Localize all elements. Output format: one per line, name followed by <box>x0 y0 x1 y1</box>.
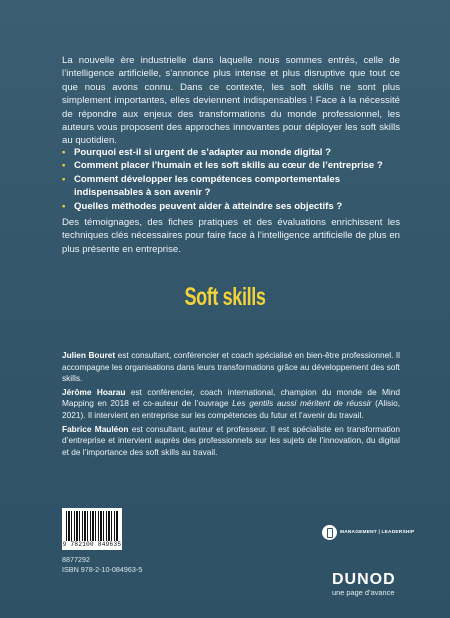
bullet-icon: • <box>62 160 66 172</box>
outro-text: Des témoignages, des fiches pratiques et des évaluations enrichissent les techniques clés nécessaires pour faire face à l’intelligence artificielle de plus en plus présente en entreprise. <box>62 217 400 255</box>
outro-paragraph <box>62 216 400 256</box>
book-reference: Les gentils aussi méritent de réussir <box>232 398 372 409</box>
question-text: Comment placer l’humain et les soft skills au cœur de l’entreprise ? <box>74 160 383 172</box>
question-item <box>62 200 400 213</box>
author-name: Jérôme Hoarau <box>62 386 126 397</box>
barcode-number: 9 782100 849635 <box>62 541 122 548</box>
question-text: Pourquoi est-il si urgent de s’adapter au monde digital ? <box>74 147 331 158</box>
sku-code: 8877292 <box>62 555 90 564</box>
intro-paragraph <box>62 54 400 148</box>
author-description: (Alisio, 2021). Il intervient en entreprise sur les compétences du futur et l’avenir du travail. <box>62 398 400 420</box>
author-name: Julien Bouret <box>62 350 116 360</box>
publisher-logo <box>332 572 422 597</box>
question-text: Comment développer les compétences comportementales indispensables à son avenir ? <box>74 173 341 199</box>
collection-label: MANAGEMENT | LEADERSHIP <box>340 530 415 535</box>
author-bio <box>62 350 400 385</box>
author-bio <box>62 387 400 422</box>
author-description: est consultant, auteur et professeur. Il est spécialiste en transformation d’entreprise et intervient auprès des professionnels sur les sujets de l’innovation, du digital et de l’importance des soft skills au travail. <box>62 423 401 457</box>
author-name: Fabrice Mauléon <box>62 423 129 434</box>
author-bio <box>62 424 400 459</box>
publisher-name: DUNOD <box>332 571 396 588</box>
bullet-icon: • <box>62 147 66 158</box>
barcode-bars <box>66 511 118 541</box>
book-title: Soft skills <box>184 283 266 311</box>
collection-tag <box>322 525 414 540</box>
question-text: Quelles méthodes peuvent aider à atteindre ses objectifs ? <box>74 200 343 212</box>
isbn-code: ISBN 978-2-10-084963-5 <box>62 564 143 574</box>
question-item <box>62 146 400 159</box>
question-list <box>62 146 400 213</box>
barcode <box>62 508 122 550</box>
bullet-icon: • <box>62 173 66 185</box>
question-item <box>62 159 400 172</box>
author-description: est conférencier, coach international, champion du monde de Mind Mapping en 2018 et co-auteur de l’ouvrage <box>62 386 400 409</box>
question-item <box>62 173 400 200</box>
publisher-tagline: une page d’avance <box>332 588 395 597</box>
intro-text: La nouvelle ère industrielle dans laquelle nous sommes entrés, celle de l’intelligence artificielle, s’annonce plus intense et plus disruptive que tout ce que nous avons connu. Dans ce contexte, les soft skills ne sont plus simplement importantes, elles deviennent indispensables ! Face à la nécessité de répondre aux enjeux des transformations du monde professionnel, les auteurs vous proposent des approches innovantes pour déployer les soft skills au quotidien. <box>62 55 400 147</box>
author-bios <box>62 350 400 460</box>
collection-badge-icon <box>322 525 337 540</box>
author-description: est consultant, conférencier et coach spécialisé en bien-être professionnel. Il accompagne les organisations dans leurs transformations grâce au développement des soft skills. <box>62 350 400 384</box>
bullet-icon: • <box>62 200 66 212</box>
product-codes <box>62 555 142 574</box>
